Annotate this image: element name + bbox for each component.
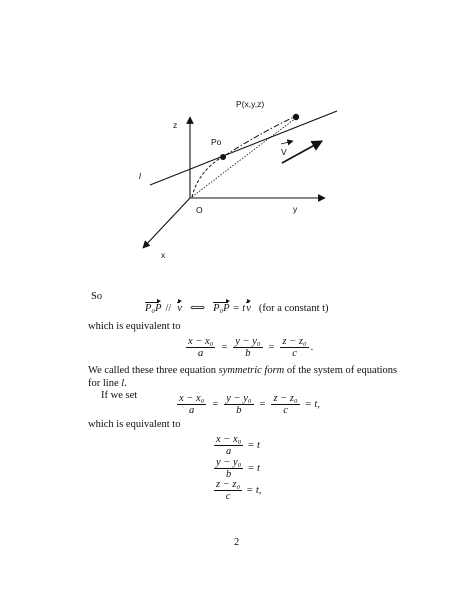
equation-z-t: $\frac{\text{z − z₀}}{c}$ = t,: [216, 479, 262, 502]
label-v: V: [281, 147, 287, 157]
iff-symbol: ⟺: [190, 303, 206, 314]
text-called-line2: for line l.: [88, 378, 127, 389]
text-equivalent-1: which is equivalent to: [88, 321, 181, 332]
parallel-note: (for a constant t): [258, 302, 329, 314]
direction-vector-v: [282, 141, 322, 163]
vec-p0p: P₀P: [145, 302, 162, 314]
point-p0: [220, 154, 226, 160]
line-diagram: [0, 0, 474, 280]
point-p: [293, 114, 299, 120]
label-z: z: [173, 120, 178, 130]
label-origin: O: [196, 205, 203, 215]
vec-v-rhs: v: [246, 302, 251, 314]
label-x: x: [161, 250, 166, 260]
text-if-we-set: If we set: [101, 390, 138, 401]
page-number: 2: [234, 537, 240, 548]
text-equivalent-2: which is equivalent to: [88, 419, 181, 430]
label-point-p: P(x,y,z): [236, 99, 265, 109]
vec-p0p-rhs: P₀P: [213, 302, 230, 314]
vec-v: v: [177, 302, 182, 314]
text-called-line1: We called these three equation symmetric form of the system of equations: [88, 365, 398, 376]
small-arrow: [281, 141, 293, 144]
parallel-equation: [145, 302, 329, 314]
equation-x-t: $\frac{\text{x − x₀}}{a}$ = t: [216, 434, 260, 457]
symmetric-equation-2: $\frac{\text{x − x₀}}{a}$ = $\frac{\text{y − y₀}}{b}$ = $\frac{\text{z − z₀}}{c}$ = t,: [179, 393, 320, 416]
text-so: So: [91, 291, 103, 302]
label-l: l: [139, 171, 141, 181]
x-axis: [143, 198, 190, 248]
parallel-symbol: //: [165, 302, 172, 314]
label-p0: Po: [211, 137, 222, 147]
vector-r: [192, 118, 296, 197]
eq-t: = t: [232, 302, 246, 314]
equation-y-t: $\frac{\text{y − y₀}}{b}$ = t: [216, 457, 260, 480]
label-y: y: [293, 204, 298, 214]
symmetric-equation-1: $\frac{\text{x − x₀}}{a}$ = $\frac{\text{y − y₀}}{b}$ = $\frac{\text{z − z₀}}{c}$ .: [188, 336, 314, 359]
